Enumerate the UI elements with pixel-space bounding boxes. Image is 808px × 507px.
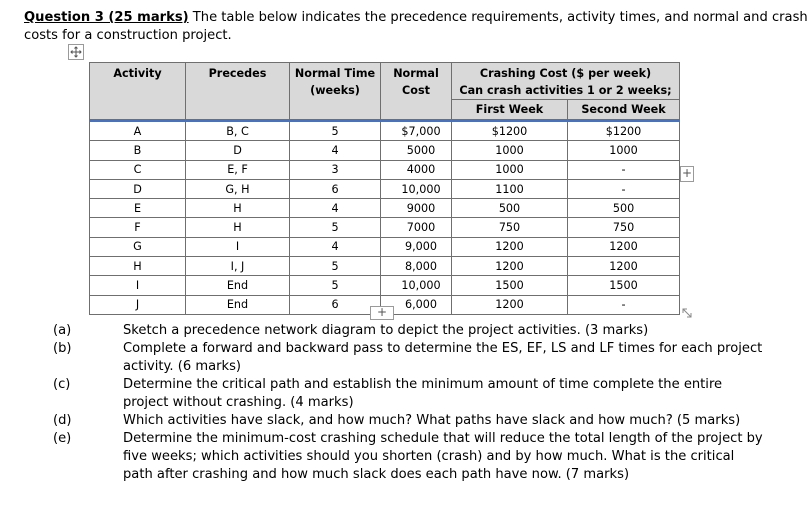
cell-normal-time: 4	[290, 199, 381, 218]
cell-activity: D	[90, 179, 186, 198]
move-arrows-icon	[70, 46, 82, 58]
question-e-text: Determine the minimum-cost crashing schedule that will reduce the total length of the project by five weeks; which activities should you shorten (crash) and by how much. What is the critical path after crashing and how much slack does each path have now. (7 marks)	[123, 431, 763, 482]
cell-second-week: 1000	[568, 141, 680, 160]
cell-first-week: 1500	[452, 276, 568, 295]
cell-normal-cost: 10,000	[381, 179, 452, 198]
cell-first-week: 1200	[452, 257, 568, 276]
cell-precedes: G, H	[186, 179, 290, 198]
cell-first-week: 1200	[452, 295, 568, 314]
table-row	[90, 160, 680, 179]
table-resize-handle[interactable]	[680, 305, 694, 319]
cell-normal-time: 6	[290, 179, 381, 198]
cell-activity: A	[90, 121, 186, 141]
cell-activity: G	[90, 237, 186, 256]
cell-normal-cost: 4000	[381, 160, 452, 179]
insert-row-button[interactable]: +	[370, 306, 394, 320]
header-precedes: Precedes	[186, 63, 290, 121]
cell-precedes: I	[186, 237, 290, 256]
cell-normal-cost: 9000	[381, 199, 452, 218]
cell-first-week: 1000	[452, 141, 568, 160]
cell-normal-time: 5	[290, 121, 381, 141]
cell-normal-time: 3	[290, 160, 381, 179]
intro-line-2: costs for a construction project.	[24, 28, 232, 43]
cell-precedes: H	[186, 218, 290, 237]
cell-activity: J	[90, 295, 186, 314]
header-activity: Activity	[90, 63, 186, 121]
header-normal-time: Normal Time (weeks)	[290, 63, 381, 121]
cell-second-week: $1200	[568, 121, 680, 141]
question-d-text: Which activities have slack, and how much? What paths have slack and how much? (5 marks)	[123, 413, 741, 428]
cell-activity: H	[90, 257, 186, 276]
cell-second-week: -	[568, 179, 680, 198]
intro-line-1: The table below indicates the precedence requirements, activity times, and normal and crash	[188, 10, 808, 25]
table-row	[90, 237, 680, 256]
question-c-label: (c)	[53, 377, 71, 392]
cell-second-week: -	[568, 295, 680, 314]
cell-second-week: 1200	[568, 237, 680, 256]
table-move-handle[interactable]	[68, 44, 84, 60]
cell-activity: I	[90, 276, 186, 295]
cell-precedes: D	[186, 141, 290, 160]
table-row	[90, 218, 680, 237]
precedence-table	[89, 62, 680, 315]
cell-precedes: H	[186, 199, 290, 218]
table-row	[90, 257, 680, 276]
cell-normal-cost: $7,000	[381, 121, 452, 141]
cell-second-week: 1500	[568, 276, 680, 295]
cell-normal-cost: 6,000	[381, 295, 452, 314]
header-first-week: First Week	[452, 100, 568, 121]
cell-first-week: 1000	[452, 160, 568, 179]
cell-second-week: 500	[568, 199, 680, 218]
header-crashing-cost-line1: Crashing Cost ($ per week)	[479, 67, 652, 80]
question-e-label: (e)	[53, 431, 72, 446]
cell-activity: C	[90, 160, 186, 179]
cell-first-week: 750	[452, 218, 568, 237]
question-a-text: Sketch a precedence network diagram to depict the project activities. (3 marks)	[123, 323, 649, 338]
cell-normal-cost: 5000	[381, 141, 452, 160]
cell-activity: F	[90, 218, 186, 237]
question-intro	[24, 9, 808, 43]
cell-activity: B	[90, 141, 186, 160]
cell-activity: E	[90, 199, 186, 218]
cell-precedes: I, J	[186, 257, 290, 276]
header-normal-cost: Normal Cost	[381, 63, 452, 121]
cell-first-week: 500	[452, 199, 568, 218]
cell-normal-time: 6	[290, 295, 381, 314]
cell-normal-time: 4	[290, 141, 381, 160]
table-row	[90, 199, 680, 218]
table-row	[90, 121, 680, 141]
cell-normal-cost: 7000	[381, 218, 452, 237]
cell-second-week: 750	[568, 218, 680, 237]
table-row	[90, 179, 680, 198]
cell-normal-cost: 10,000	[381, 276, 452, 295]
cell-normal-time: 4	[290, 237, 381, 256]
header-crashing-cost	[452, 63, 680, 100]
table-row	[90, 141, 680, 160]
cell-second-week: 1200	[568, 257, 680, 276]
cell-precedes: B, C	[186, 121, 290, 141]
cell-normal-time: 5	[290, 218, 381, 237]
question-b-label: (b)	[53, 341, 72, 356]
cell-first-week: $1200	[452, 121, 568, 141]
question-b-text: Complete a forward and backward pass to determine the ES, EF, LS and LF times for each project activity. (6 marks)	[123, 341, 763, 374]
header-crashing-cost-line2: Can crash activities 1 or 2 weeks;	[459, 84, 672, 97]
table-row	[90, 276, 680, 295]
question-c-text: Determine the critical path and establish the minimum amount of time complete the entire project without crashing. (4 marks)	[123, 377, 723, 410]
cell-normal-time: 5	[290, 257, 381, 276]
cell-first-week: 1100	[452, 179, 568, 198]
question-a-label: (a)	[53, 323, 72, 338]
cell-precedes: End	[186, 295, 290, 314]
question-heading: Question 3 (25 marks)	[24, 10, 189, 25]
cell-normal-cost: 9,000	[381, 237, 452, 256]
cell-normal-cost: 8,000	[381, 257, 452, 276]
question-d-label: (d)	[53, 413, 72, 428]
header-second-week: Second Week	[568, 100, 680, 121]
cell-precedes: End	[186, 276, 290, 295]
cell-second-week: -	[568, 160, 680, 179]
cell-first-week: 1200	[452, 237, 568, 256]
insert-column-button[interactable]: +	[681, 166, 693, 180]
resize-arrow-icon	[680, 306, 694, 320]
cell-normal-time: 5	[290, 276, 381, 295]
cell-precedes: E, F	[186, 160, 290, 179]
